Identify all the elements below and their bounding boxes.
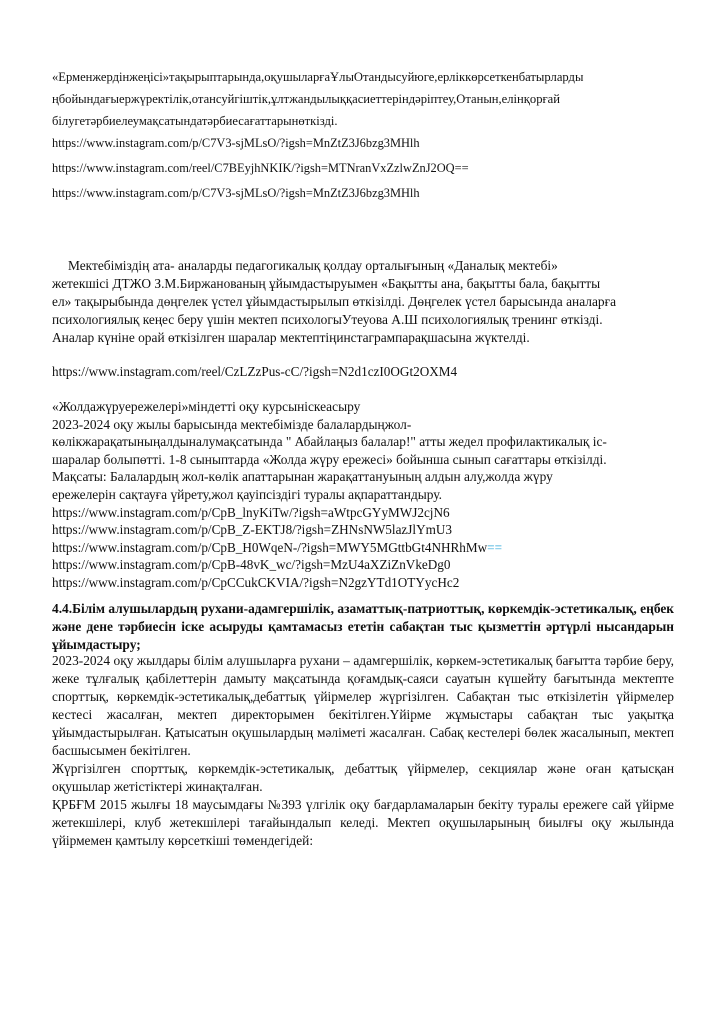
link-text: https://www.instagram.com/p/CpB_H0WqeN-/?igsh=MWY5MGttbGt4NHRhMw — [52, 539, 488, 555]
traffic-line: шаралар болыпөтті. 1-8 сыныптарда «Жолда жүру ережесі» бойынша сынып сағаттары өткізілді. — [52, 451, 607, 467]
instagram-link[interactable]: https://www.instagram.com/p/CpB_Z-EKTJ8/?igsh=ZHNsNW5lazJlYmU3 — [52, 522, 452, 538]
section-body — [52, 652, 674, 850]
instagram-link[interactable]: https://www.instagram.com/reel/C7BEyjhNKIK/?igsh=MTNranVxZzlwZnJ2OQ== — [52, 161, 469, 175]
traffic-line: көлікжарақатыныңалдыналумақсатында " Абайлаңыз балалар!" атты жедел профилактикалық іс- — [52, 434, 607, 450]
instagram-link[interactable]: https://www.instagram.com/p/CpCCukCKVIA/?igsh=N2gzYTd1OTYycHc2 — [52, 574, 460, 590]
section-heading: 4.4.Білім алушылардың рухани-адамгершілік, азаматтық-патриоттық, көркемдік-эстетикалық, еңбек және дене тәрбиесін іске асыруды қамтамасыз ететін сабақтан тыс қызметтін әртүрлі нысандарын ұйымдастыру; — [52, 601, 674, 652]
intro-line: білугетәрбиелеумақсатындатәрбиесағаттарынөткізді. — [52, 114, 338, 128]
parents-line: Аналар күніне орай өткізілген шаралар мектептіңинстагрампарақшасына жүктелді. — [52, 330, 530, 345]
parents-line: жетекшісі ДТЖО З.М.Биржанованың ұйымдастыруымен «Бақытты ана, бақытты бала, бақытты — [52, 276, 601, 291]
instagram-links-group — [52, 131, 674, 206]
instagram-link-with-suffix[interactable] — [52, 539, 674, 557]
parents-line: ел» тақырыбында дөңгелек үстел ұйымдастырылып өткізілді. Дөңгелек үстел барысында аналарға — [52, 294, 617, 309]
parents-paragraph — [52, 257, 674, 347]
intro-paragraph — [52, 66, 674, 132]
instagram-link[interactable]: https://www.instagram.com/p/C7V3-sjMLsO/?igsh=MnZtZ3J6bzg3MHlh — [52, 136, 420, 150]
section-paragraph: 2023-2024 оқу жылдары білім алушыларға рухани – адамгершілік, көркем-эстетикалық бағытта тәрбие беру, жеке тұлғалық қабілеттерін дамыту мақсатында қоғамдық-саяси сауатын күшейту бағытында мектепте спорттық, көркемдік-эстетикалық,дебаттық үйірмелер жүргізілген. Сабақтан тыс өткізілетін үйірмелер кестесі жасалған, мектеп директорымен бекітілген.Үйірме жұмыстары сабақтан тыс уақытқа ұйымдастырылған. Қатысатын оқушылардың мәліметі жасалған. Сабақ кестелері бөлек жасалынып, мектеп басшысымен бекітілген. — [52, 653, 674, 758]
parents-line: Мектебіміздің ата- аналарды педагогикалық қолдау орталығының «Даналық мектебі» — [68, 258, 558, 273]
intro-line: «Ерменжердінжеңісі»тақырыптарында,оқушыларғаҰлыОтандысуйюге,ерліккөрсеткенбатырларды — [52, 70, 584, 84]
traffic-line: Мақсаты: Балалардың жол-көлік апаттарынан жарақаттануының алдын алу,жолда жүру — [52, 469, 553, 485]
section-paragraph: Жүргізілген спорттық, көркемдік-эстетикалық, дебаттық үйірмелер, секциялар және оған қатысқан оқушылар жетістіктері жинақталған. — [52, 761, 674, 794]
parents-link — [52, 363, 674, 381]
parents-line: психологиялық кеңес беру үшін мектеп психологыУтеуова А.Ш психологиялық тренинг өткізді. — [52, 312, 603, 327]
traffic-line: 2023-2024 оқу жылы барысында мектебімізде балалардыңжол- — [52, 416, 412, 432]
traffic-line: ережелерін сақтауға үйрету,жол қауіпсіздігі туралы ақпараттандыру. — [52, 486, 442, 502]
instagram-link[interactable]: https://www.instagram.com/reel/CzLZzPus-cC/?igsh=N2d1czI0OGt2OXM4 — [52, 364, 458, 379]
instagram-link[interactable]: https://www.instagram.com/p/CpB_lnyKiTw/?igsh=aWtpcGYyMWJ2cjN6 — [52, 504, 450, 520]
link-suffix: == — [487, 539, 503, 555]
traffic-line: «Жолдажүруережелері»міндетті оқу курсыніскеасыру — [52, 399, 361, 414]
intro-line: ңбойындағыержүректілік,отансуйгіштік,ұлтжандылыққасиеттеріндәріптеу,Отанын,елінқорғай — [52, 92, 561, 106]
traffic-rules-section — [52, 398, 674, 592]
section-paragraph: ҚРБҒМ 2015 жылғы 18 маусымдағы №393 үлгілік оқу бағдарламаларын бекіту туралы ережеге сай үйірме жетекшілері, клуб жетекшілері тағайындалып келеді. Мектеп оқушыларының биылғы оқу жылында үйірмемен қамтылу көрсеткіші төмендегідей: — [52, 797, 674, 848]
instagram-link[interactable]: https://www.instagram.com/p/C7V3-sjMLsO/?igsh=MnZtZ3J6bzg3MHlh — [52, 186, 420, 200]
instagram-link[interactable]: https://www.instagram.com/p/CpB-48vK_wc/?igsh=MzU4aXZiZnVkeDg0 — [52, 557, 451, 573]
